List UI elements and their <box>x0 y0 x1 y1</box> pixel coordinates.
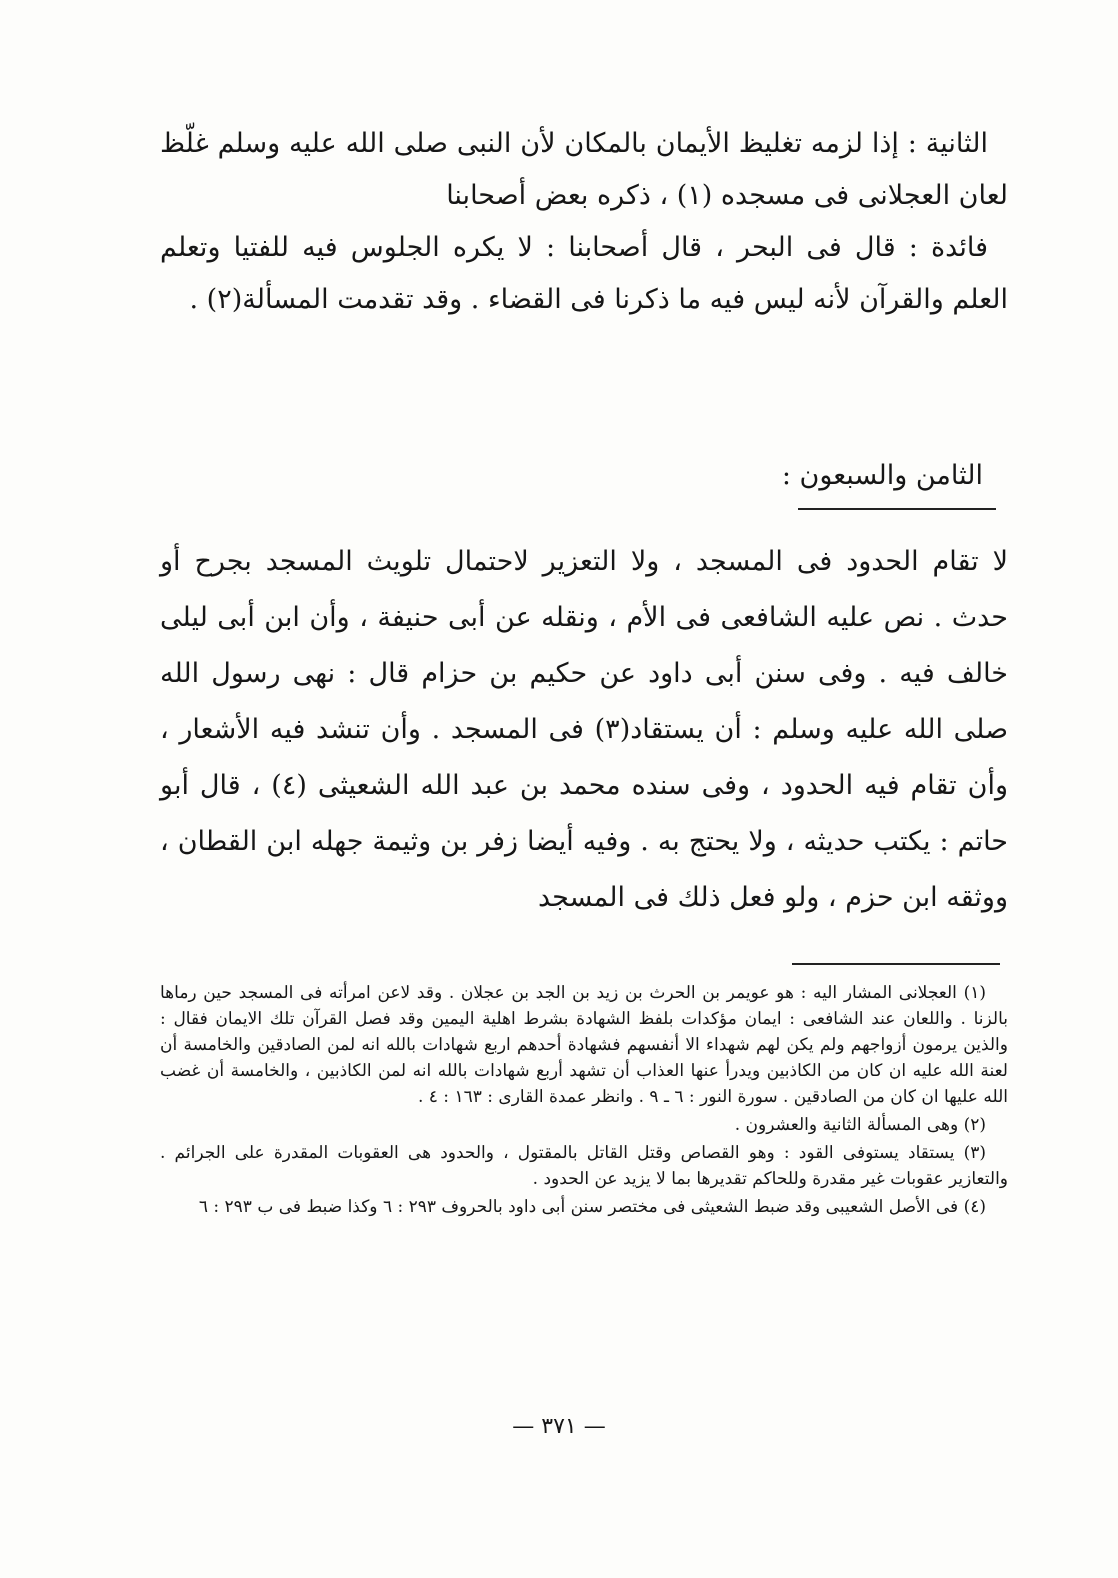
footnote-3: (٣) يستقاد يستوفى القود : وهو القصاص وقتل القاتل بالمقتول ، والحدود هى العقوبات المقدرة على الجرائم . والتعازير عقوبات غير مقدرة وللحاكم تقديرها بما لا يزيد عن الحدود . <box>160 1143 1008 1189</box>
footnote-1: (١) العجلانى المشار اليه : هو عويمر بن الحرث بن زيد بن الجد بن عجلان . وقد لاعن امرأته فى المسجد حين رماها بالزنا . واللعان عند الشافعى : ايمان مؤكدات بلفظ الشهادة بشرط اهلية اليمين وقد فصل القرآن تلك الايمان فقال : والذين يرمون أزواجهم ولم يكن لهم شهداء الا أنفسهم فشهادة أحدهم اربع شهادات بالله انه لمن الصادقين والخامسة أن لعنة الله عليه ان كان من الكاذبين ويدرأ عنها العذاب أن تشهد أربع شهادات بالله انه لمن الكاذبين ، والخامسة أن غضب الله عليها ان كان من الصادقين . سورة النور : ٦ ـ ٩ . وانظر عمدة القارى : ١٦٣ : ٤ . <box>160 983 1008 1107</box>
page-number: — ٣٧١ — <box>512 1414 606 1439</box>
paragraph-hudud: لا تقام الحدود فى المسجد ، ولا التعزير لاحتمال تلويث المسجد بجرح أو حدث . نص عليه الشافعى فى الأم ، ونقله عن أبى حنيفة ، وأن ابن أبى ليلى خالف فيه . وفى سنن أبى داود عن حكيم بن حزام قال : نهى رسول الله صلى الله عليه وسلم : أن يستقاد(٣) فى المسجد . وأن تنشد فيه الأشعار ، وأن تقام فيه الحدود ، وفى سنده محمد بن عبد الله الشعيثى (٤) ، قال أبو حاتم : يكتب حديثه ، ولا يحتج به . وفيه أيضا زفر بن وثيمة جهله ابن القطان ، ووثقه ابن حزم ، ولو فعل ذلك فى المسجد <box>160 546 1009 913</box>
footnotes <box>160 980 1008 1220</box>
main-text-block <box>160 534 1008 926</box>
paragraph-second-point: الثانية : إذا لزمه تغليظ الأيمان بالمكان لأن النبى صلى الله عليه وسلم غلّظ لعان العجلانى فى مسجده (١) ، ذكره بعض أصحابنا <box>160 128 1008 211</box>
footnote-separator <box>792 963 1000 965</box>
heading-underline <box>798 508 996 510</box>
paragraph-benefit: فائدة : قال فى البحر ، قال أصحابنا : لا يكره الجلوس فيه للفتيا وتعلم العلم والقرآن لأنه ليس فيه ما ذكرنا فى القضاء . وقد تقدمت المسألة(٢) . <box>160 232 1008 315</box>
footnote-2: (٢) وهى المسألة الثانية والعشرون . <box>734 1115 986 1135</box>
top-text-block <box>160 118 1008 326</box>
section-heading: الثامن والسبعون : <box>781 460 983 491</box>
footnote-4: (٤) فى الأصل الشعيبى وقد ضبط الشعيثى فى مختصر سنن أبى داود بالحروف ٢٩٣ : ٦ وكذا ضبط فى ب ٢٩٣ : ٦ <box>198 1197 986 1217</box>
